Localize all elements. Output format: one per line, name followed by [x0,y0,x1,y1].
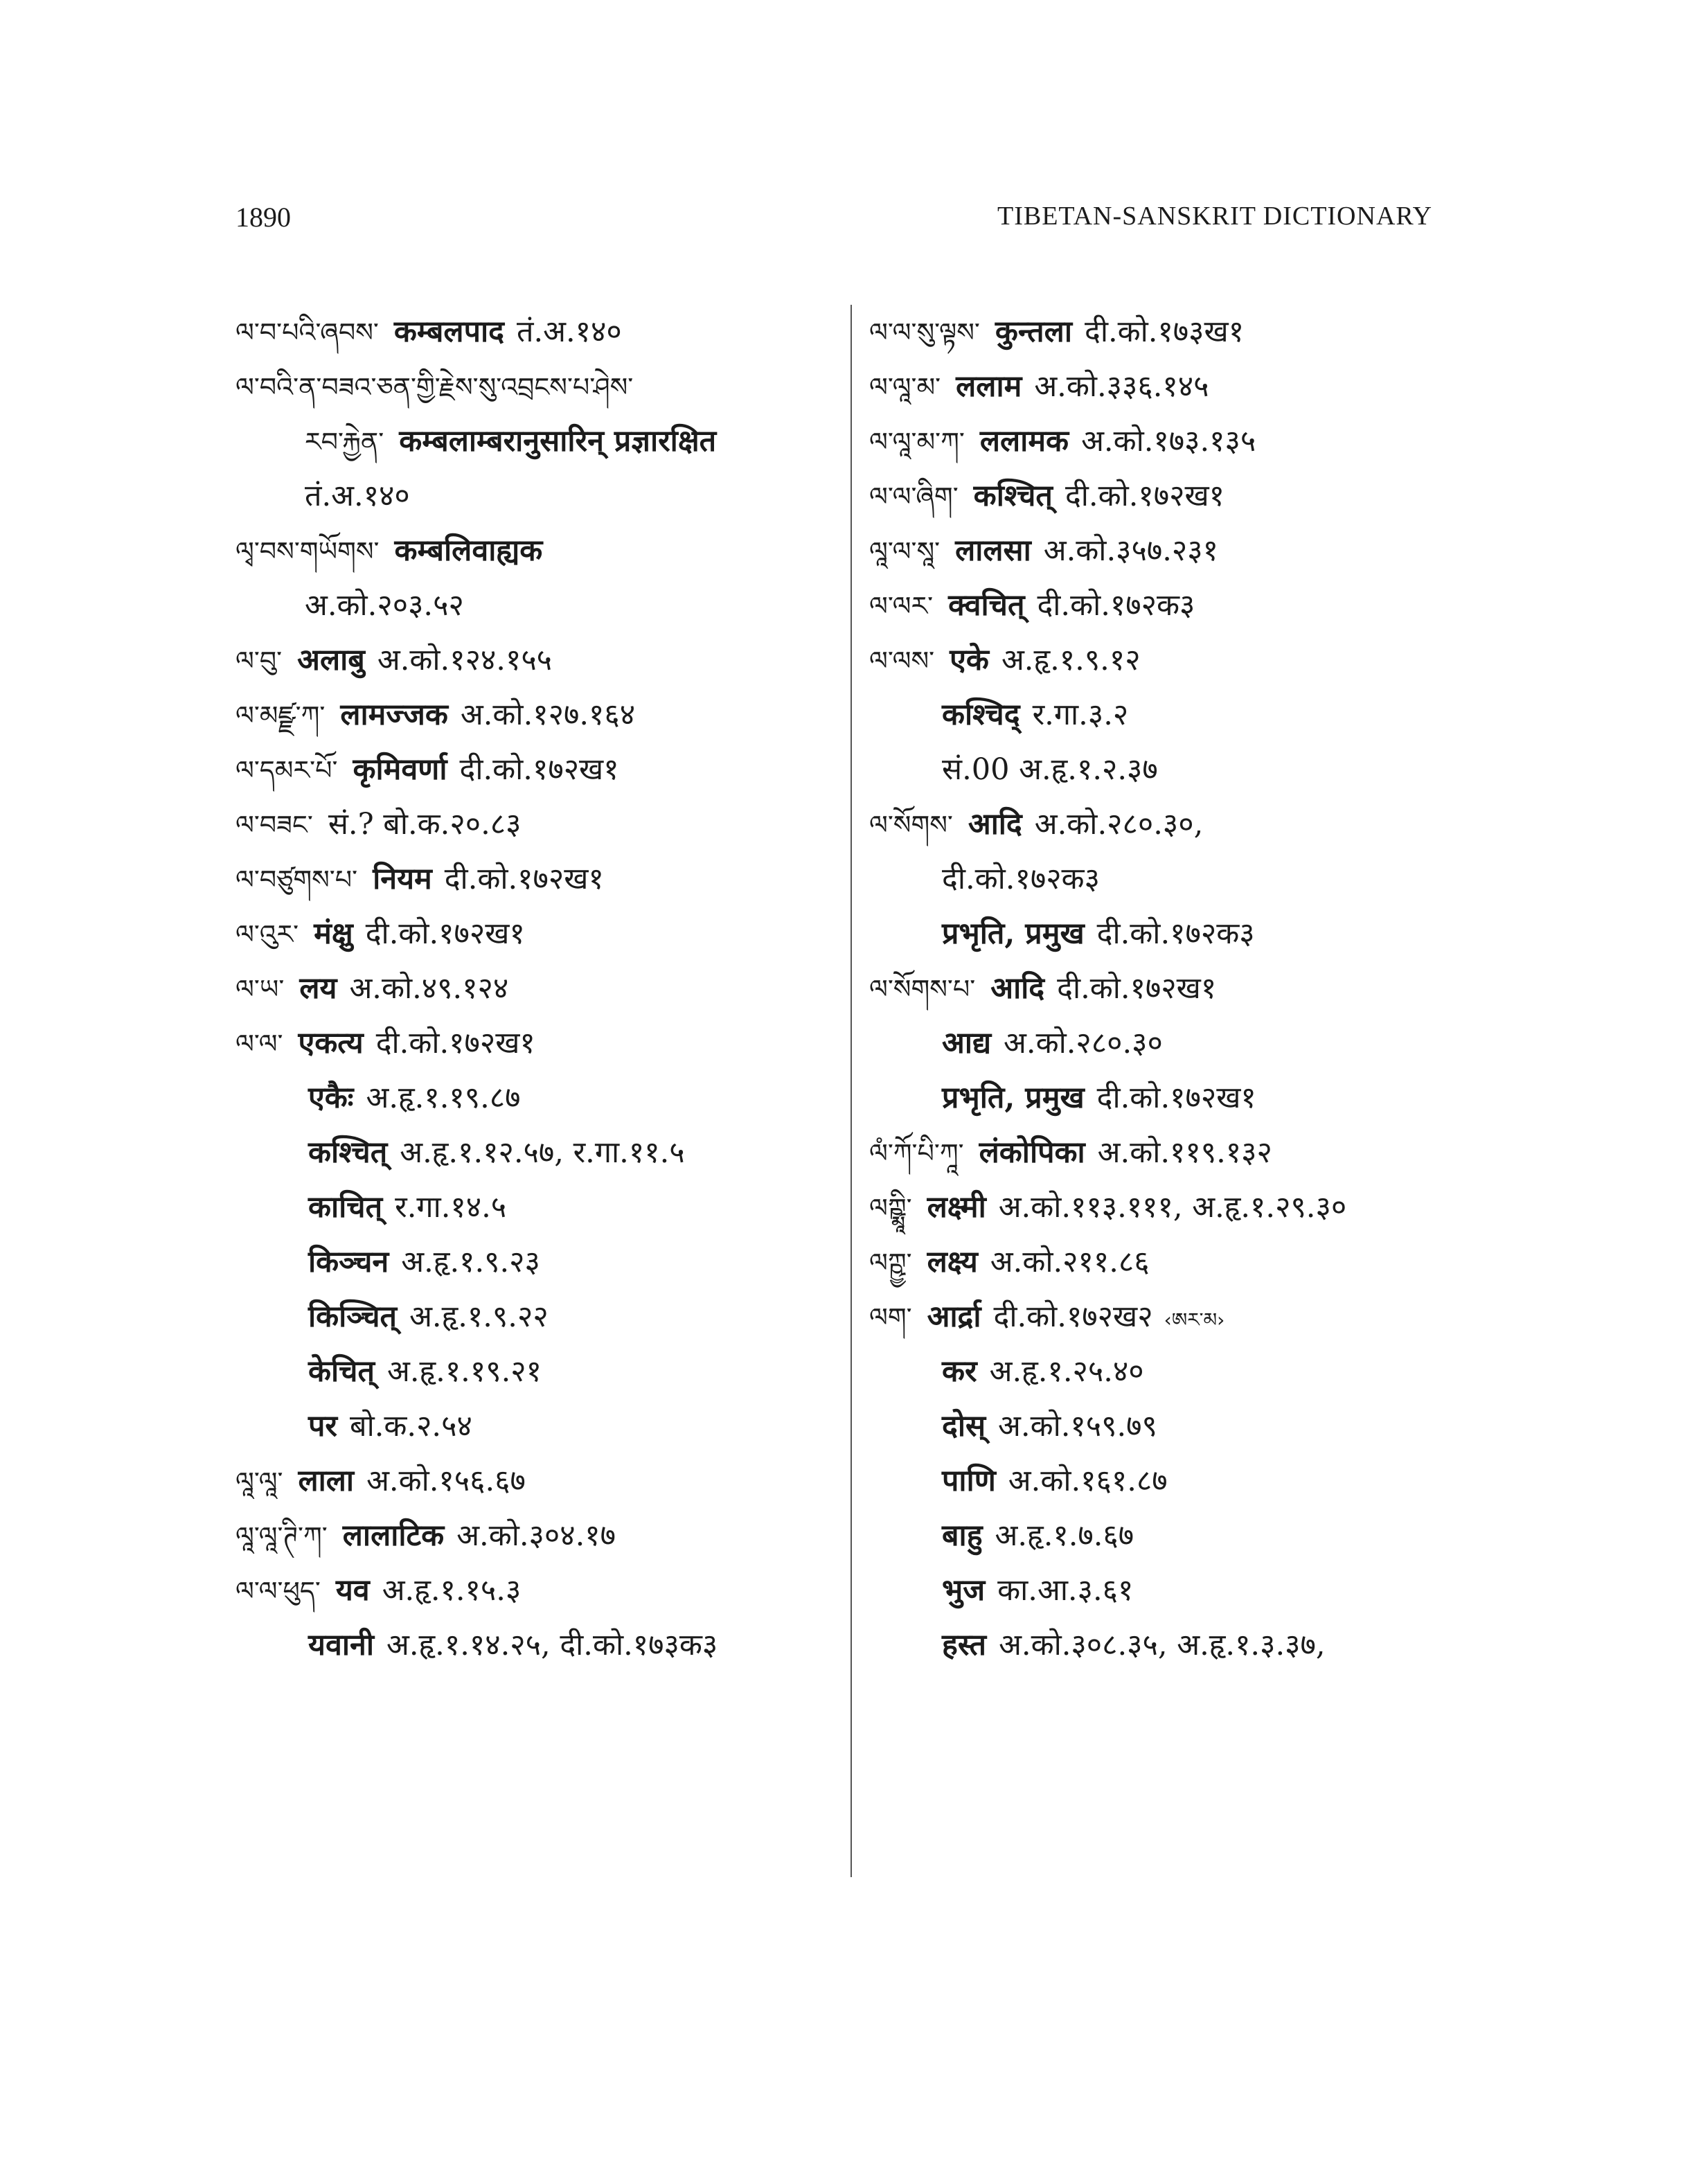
tibetan-headword: ལ་དམར་པོ་ [235,755,338,785]
tibetan-headword: ལ་ལར་ [869,591,934,621]
entry-continuation [235,1126,845,1180]
dictionary-entry [869,414,1479,469]
tibetan-headword: ལ་བའི་ན་བཟའ་ཅན་གྱི་རྗེས་སུ་འབྲངས་པ་ཤེས་ [235,372,634,402]
sanskrit-equivalent: किञ्चित् [308,1299,398,1334]
dictionary-entry [235,797,845,852]
sanskrit-equivalent: ललामक [979,424,1069,459]
dictionary-entry [869,305,1479,359]
sanskrit-equivalent: लालाटिक [342,1518,445,1553]
page-number: 1890 [235,202,291,233]
tibetan-headword: ལ་སོགས་ [869,810,953,840]
dictionary-entry [869,633,1479,688]
source-reference: अ.को.४९.१२४ [349,971,509,1006]
source-reference: दी.को.१७२ख१ [459,752,619,787]
entry-continuation [235,578,845,633]
source-reference: अ.हृ.१.१५.३ [382,1573,522,1608]
sanskrit-equivalent: अलाबु [297,643,365,677]
page-header [0,201,1701,242]
sanskrit-equivalent: लाला [298,1464,355,1498]
entry-continuation [235,1071,845,1126]
source-reference: अ.को.२०३.५२ [305,588,464,623]
source-reference: तं.अ.१४० [516,314,622,349]
tibetan-headword: ལྭ་བས་གཡོགས་ [235,536,380,567]
entry-continuation [235,469,845,524]
sanskrit-equivalent: मंक्षु [314,916,353,951]
source-reference: दी.को.१७२ख१ [1057,971,1217,1006]
dictionary-entry [235,1563,845,1618]
sanskrit-equivalent: प्रभृति, प्रमुख [942,916,1085,951]
entry-continuation [869,1454,1479,1509]
dictionary-entry [235,1454,845,1509]
sanskrit-equivalent: नियम [373,862,432,896]
entry-continuation [869,743,1479,797]
sanskrit-equivalent: आर्द्रा [927,1299,981,1334]
dictionary-entry [869,524,1479,578]
sanskrit-equivalent: प्रभृति, प्रमुख [942,1081,1085,1115]
sanskrit-equivalent: एके [950,643,989,677]
entry-continuation [235,1344,845,1399]
tibetan-headword: ལཱ་ལ་སཱ་ [869,536,941,567]
dictionary-entry [235,961,845,1016]
source-reference: अ.को.१५६.६७ [366,1464,526,1498]
source-reference: अ.को.३३६.१४५ [1034,369,1209,404]
source-reference: अ.को.३५७.२३१ [1043,533,1218,568]
source-reference: अ.को.३०८.३५, अ.हृ.१.३.३७, [999,1628,1326,1662]
running-head: TIBETAN-SANSKRIT DICTIONARY [997,202,1433,231]
entry-continuation [869,1344,1479,1399]
entry-continuation [235,1290,845,1344]
sanskrit-equivalent: लामज्जक [340,698,448,732]
source-reference: अ.हृ.१.७.६७ [995,1518,1134,1553]
source-reference: अ.हृ.१.१४.२५, दी.को.१७३क३ [386,1628,718,1662]
sanskrit-equivalent: एकत्य [298,1026,364,1060]
entry-continuation [235,1235,845,1290]
entry-continuation [869,1071,1479,1126]
tibetan-headword: ལ་ལ་ [235,1029,283,1059]
entry-continuation [235,1618,845,1673]
sanskrit-equivalent: दोस् [942,1409,986,1444]
source-reference: र.गा.३.२ [1032,698,1129,732]
dictionary-entry [235,305,845,359]
source-reference: अ.हृ.१.२५.४० [989,1354,1144,1389]
source-reference: अ.को.१५९.७९ [998,1409,1157,1444]
source-reference: दी.को.१७२क३ [1037,588,1195,623]
dictionary-entry [869,1235,1479,1290]
sanskrit-equivalent: एकैः [308,1081,354,1115]
sanskrit-equivalent: कम्बलिवाह्यक [394,533,543,568]
source-reference: दी.को.१७२ख१ [375,1026,535,1060]
entry-continuation [869,1399,1479,1454]
dictionary-entry [869,961,1479,1016]
source-reference: अ.को.१७३.१३५ [1081,424,1256,459]
sanskrit-equivalent: लय [299,971,337,1006]
source-reference: दी.को.१७२क३ [1096,916,1255,951]
source-reference: दी.को.१७२ख१ [365,916,525,951]
sanskrit-equivalent: कम्बलपाद [393,314,504,349]
source-reference: अ.को.११३.१११, अ.हृ.१.२९.३० [998,1190,1347,1225]
dictionary-entry [869,1180,1479,1235]
sanskrit-equivalent: भुज [942,1573,986,1608]
dictionary-entry [869,578,1479,633]
source-reference: दी.को.१७२ख१ [444,862,604,896]
left-column [235,305,845,1673]
dictionary-entry [235,1509,845,1563]
tibetan-headword: ལཱ་ལཱ་ཊི་ཀ་ [235,1521,328,1552]
tibetan-headword: ལག་ [869,1302,912,1333]
source-reference: अ.हृ.१.९.२३ [401,1245,540,1279]
tibetan-headword: ལ་ལ་ཞིག་ [869,481,959,512]
tibetan-headword: ལ་ཡ་ [235,974,285,1004]
tibetan-headword: ལ་འུར་ [235,919,299,950]
dictionary-entry [235,743,845,797]
dictionary-entry [869,359,1479,414]
source-reference: सं.? बो.क.२०.८३ [328,807,522,842]
dictionary-entry [235,852,845,907]
sanskrit-equivalent: हस्त [942,1628,987,1662]
tibetan-headword: ལ་བཙུགས་པ་ [235,864,358,895]
tibetan-headword: ལཀྵྨཱི་ [869,1193,912,1223]
dictionary-entry [235,1016,845,1071]
entry-note: ‹ཨར་མ› [1164,1308,1225,1331]
tibetan-headword: ལ་མཛྫ་ཀ་ [235,700,326,731]
dictionary-entry [869,797,1479,852]
entry-continuation [235,1399,845,1454]
sanskrit-equivalent: किञ्चन [308,1245,389,1279]
entry-continuation [869,1563,1479,1618]
sanskrit-equivalent: आद्य [942,1026,992,1060]
dictionary-entry [869,1126,1479,1180]
source-reference: दी.को.१७२ख२ [993,1299,1153,1334]
sanskrit-equivalent: कर [942,1354,977,1389]
tibetan-headword: ལ་བ་པའི་ཞབས་ [235,317,379,348]
sanskrit-equivalent: पाणि [942,1464,996,1498]
source-reference: दी.को.१७३ख१ [1084,314,1245,349]
sanskrit-equivalent: यवानी [308,1628,374,1662]
sanskrit-equivalent: काचित् [308,1190,383,1225]
tibetan-headword: ལ་ལཱ་མ་ཀ་ [869,427,965,457]
source-reference: दी.को.१७२ख१ [1096,1081,1256,1115]
source-reference: अ.को.३०४.१७ [456,1518,616,1553]
tibetan-headword: ལ་བཟང་ [235,810,313,840]
source-reference: अ.हृ.१.१९.२१ [386,1354,542,1389]
source-reference: र.गा.१४.५ [395,1190,507,1225]
tibetan-headword: ལ་ལས་ [869,646,935,676]
sanskrit-equivalent: लालसा [955,533,1031,568]
dictionary-entry [235,688,845,743]
tibetan-headword: ལཀྵྱ་ [869,1248,912,1278]
sanskrit-equivalent: आदि [990,971,1045,1006]
source-reference: का.आ.३.६१ [997,1573,1134,1608]
entry-continuation [869,1016,1479,1071]
sanskrit-equivalent: लंकोपिका [979,1135,1085,1170]
sanskrit-equivalent: कृमिवर्णा [353,752,447,787]
source-reference: अ.हृ.१.९.२२ [409,1299,549,1334]
sanskrit-equivalent: कश्चित् [973,479,1053,513]
sanskrit-equivalent: ललाम [956,369,1022,404]
sanskrit-equivalent: कश्चित् [308,1135,388,1170]
dictionary-entry [869,469,1479,524]
source-reference: अ.को.२८०.३० [1004,1026,1163,1060]
entry-continuation [235,414,845,469]
sanskrit-equivalent: आदि [968,807,1022,842]
tibetan-headword: ལ་བུ་ [235,646,283,676]
source-reference: अ.को.११९.१३२ [1097,1135,1272,1170]
source-reference: सं.00 अ.हृ.१.२.३७ [942,752,1158,787]
tibetan-headword: ལ་ལཱ་མ་ [869,372,941,402]
source-reference: अ.हृ.१.९.१२ [1001,643,1141,677]
source-reference: दी.को.१७२ख१ [1065,479,1225,513]
source-reference: अ.हृ.१.१९.८७ [366,1081,521,1115]
entry-continuation [869,907,1479,961]
entry-continuation [869,1618,1479,1673]
sanskrit-equivalent: बाहु [942,1518,983,1553]
entry-continuation [235,1180,845,1235]
tibetan-headword: ལཾ་ཀོ་པི་ཀཱ་ [869,1138,964,1169]
source-reference: अ.को.२८०.३०, [1034,807,1204,842]
sanskrit-equivalent: केचित् [308,1354,375,1389]
dictionary-entry [869,1290,1479,1344]
source-reference: अ.को.१२४.१५५ [377,643,553,677]
dictionary-entry [235,359,845,414]
sanskrit-equivalent: यव [335,1573,370,1608]
sanskrit-equivalent: लक्ष्मी [927,1190,986,1225]
source-reference: अ.को.१६१.८७ [1008,1464,1168,1498]
sanskrit-equivalent: क्वचित् [948,588,1025,623]
entry-continuation [869,852,1479,907]
dictionary-entry [235,633,845,688]
sanskrit-equivalent: लक्ष्य [927,1245,978,1279]
tibetan-headword: རབ་རྐྱེན་ [305,427,384,457]
source-reference: अ.को.१२७.१६४ [460,698,636,732]
dictionary-entry [235,524,845,578]
sanskrit-equivalent: कम्बलाम्बरानुसारिन् प्रज्ञारक्षित [399,424,717,459]
column-divider [850,305,852,1877]
source-reference: तं.अ.१४० [305,479,410,513]
sanskrit-equivalent: कश्चिद् [942,698,1020,732]
tibetan-headword: ལ་ལ་སུ་ལྟས་ [869,317,980,348]
dictionary-entry [235,907,845,961]
source-reference: दी.को.१७२क३ [942,862,1100,896]
sanskrit-equivalent: पर [308,1409,338,1444]
source-reference: बो.क.२.५४ [350,1409,472,1444]
sanskrit-equivalent: कुन्तला [995,314,1072,349]
right-column [869,305,1479,1673]
entry-continuation [869,688,1479,743]
entry-continuation [869,1509,1479,1563]
tibetan-headword: ལ་ལ་ཕུད་ [235,1576,321,1606]
tibetan-headword: ལཱ་ལཱ་ [235,1466,283,1497]
source-reference: अ.हृ.१.१२.५७, र.गा.११.५ [400,1135,685,1170]
source-reference: अ.को.२११.८६ [990,1245,1150,1279]
tibetan-headword: ལ་སོགས་པ་ [869,974,976,1004]
